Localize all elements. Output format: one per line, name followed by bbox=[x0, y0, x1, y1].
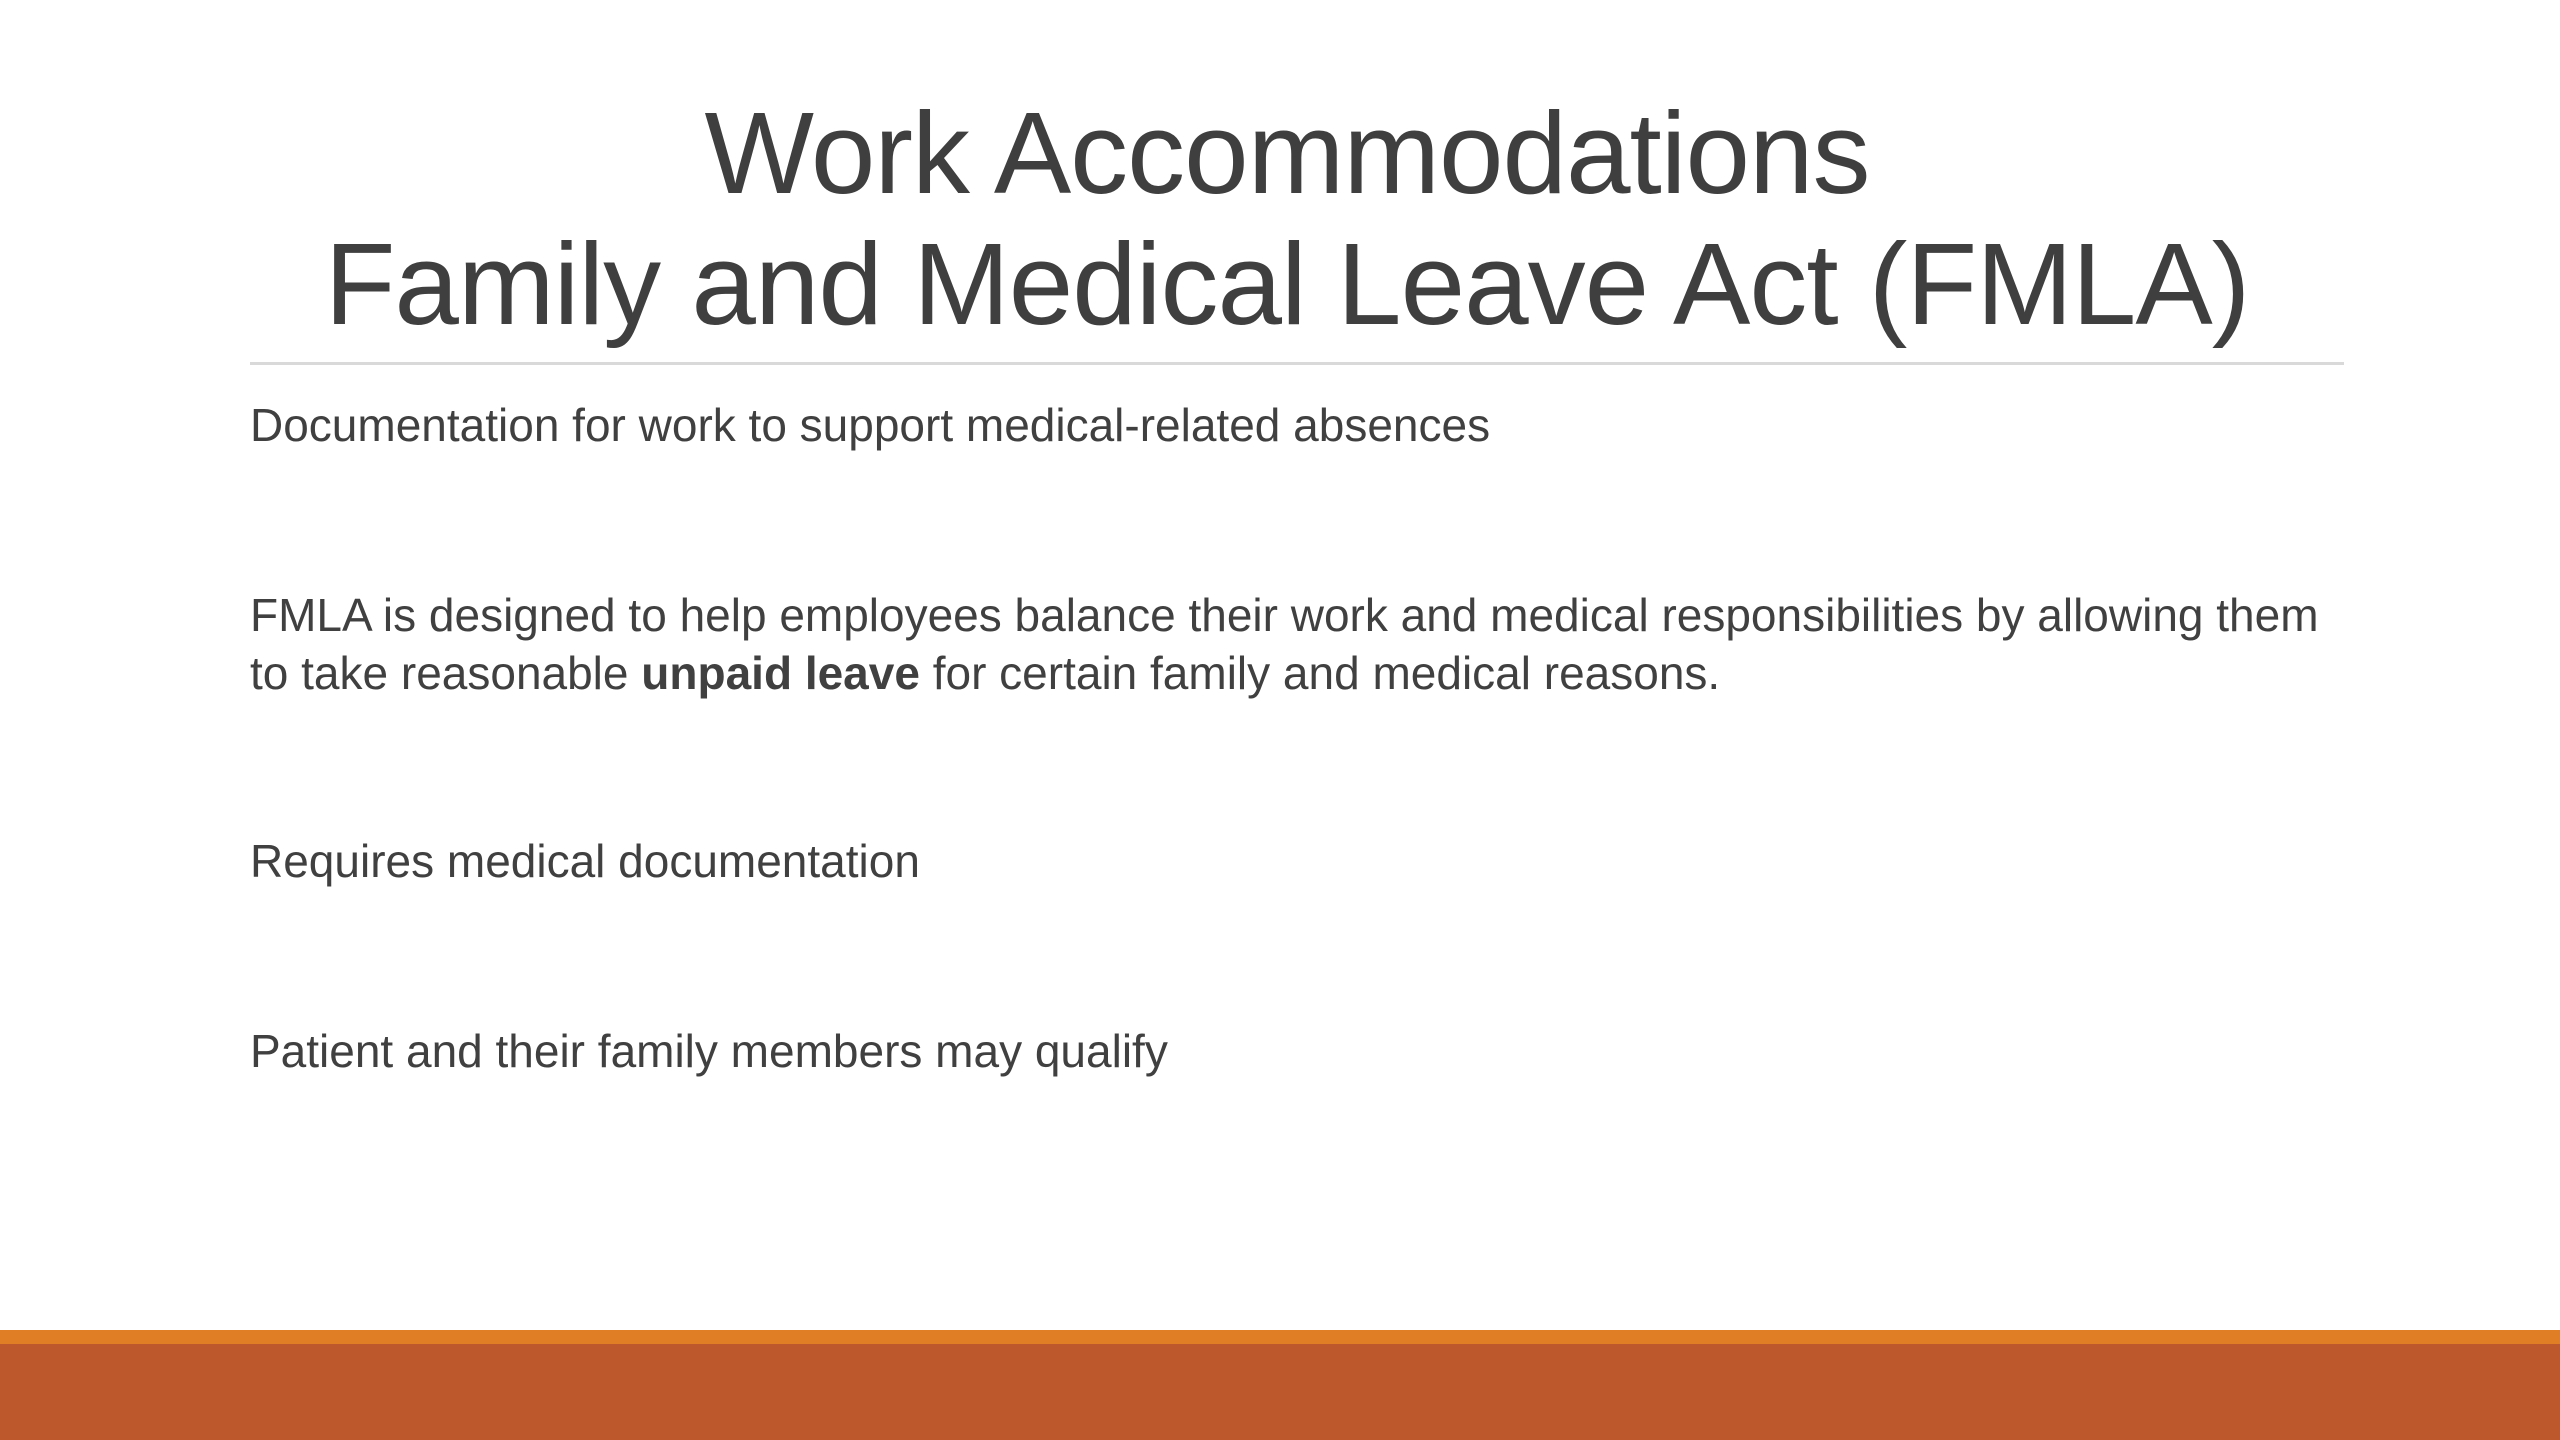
fmla-description-bold-unpaid-leave: unpaid leave bbox=[641, 647, 920, 699]
title-line-1: Work Accommodations bbox=[704, 88, 1870, 218]
slide-title bbox=[250, 88, 2324, 350]
fmla-description-text-end: for certain family and medical reasons. bbox=[919, 647, 1721, 699]
title-line-2: Family and Medical Leave Act (FMLA) bbox=[324, 219, 2250, 349]
fmla-description-text-start: FMLA is designed to help employees balance their work and medical responsibilities by allowing them to take reasonable bbox=[250, 589, 2319, 699]
paragraph-requires-documentation: Requires medical documentation bbox=[250, 835, 920, 887]
footer-accent-band-dark bbox=[0, 1344, 2560, 1440]
title-divider bbox=[250, 362, 2344, 365]
footer-accent-band-light bbox=[0, 1330, 2560, 1344]
paragraph-documentation: Documentation for work to support medical-related absences bbox=[250, 399, 1491, 451]
paragraph-family-members-qualify: Patient and their family members may qualify bbox=[250, 1025, 1168, 1077]
paragraph-fmla-description bbox=[250, 586, 2350, 702]
